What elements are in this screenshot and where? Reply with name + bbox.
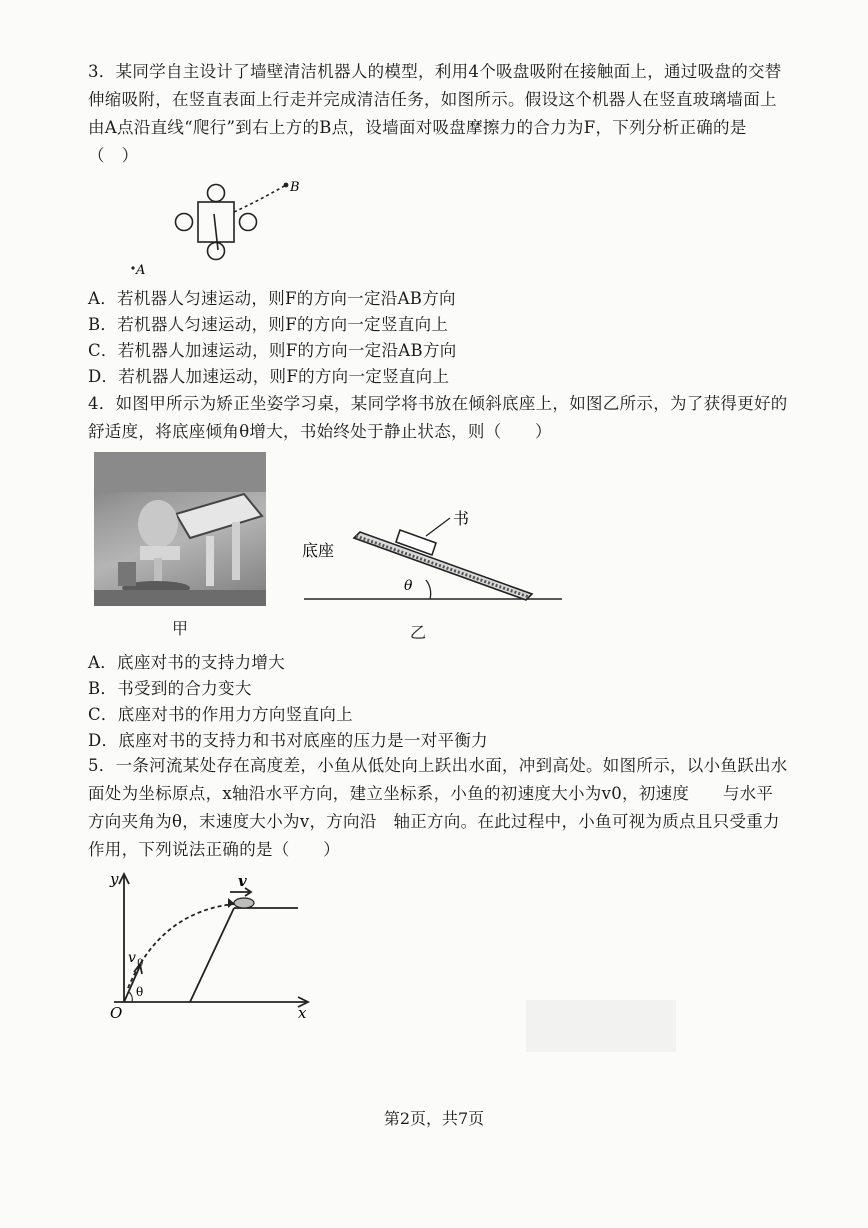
v0-label: v [128, 950, 136, 966]
label-a: A [136, 263, 146, 278]
angle-theta-label: θ [136, 985, 144, 999]
q3-option-c[interactable]: C．若机器人加速运动，则F的方向一定沿AB方向 [88, 341, 457, 360]
v0-subscript: 0 [137, 958, 144, 969]
q5-stem: 5．一条河流某处存在高度差，小鱼从低处向上跃出水面，冲到高处。如图所示，以小鱼跃出水面处为坐标原点，x轴沿水平方向，建立坐标系，小鱼的初速度大小为v0，初速度 与水平方向夹角为θ，末速度大小为v，方向沿 轴正方向。在此过程中，小鱼可视为质点且只受重力作用，下列说法正确的是（ ） [88, 756, 788, 859]
axis-x-label: x [298, 1004, 307, 1022]
suction-cup-bottom [208, 243, 225, 260]
q4-option-b[interactable]: B．书受到的合力变大 [88, 679, 252, 698]
q3-option-d[interactable]: D．若机器人加速运动，则F的方向一定竖直向上 [88, 367, 450, 386]
q3-robot-figure [120, 176, 310, 280]
fish-icon [234, 898, 254, 908]
page-footer: 第2页，共7页 [383, 1109, 485, 1128]
fish-trajectory-figure [98, 862, 320, 1022]
desk-photo [94, 452, 266, 606]
fig-jia-caption: 甲 [172, 619, 189, 638]
axis-y-label: y [110, 870, 119, 888]
fig-yi-caption: 乙 [410, 623, 427, 642]
q4-option-a[interactable]: A．底座对书的支持力增大 [88, 653, 286, 672]
q3-option-a[interactable]: A．若机器人匀速运动，则F的方向一定沿AB方向 [88, 289, 456, 308]
label-theta: θ [404, 578, 413, 594]
path-a-to-b [234, 185, 286, 212]
incline-diagram [296, 508, 570, 608]
label-b: B [290, 180, 300, 195]
q3-stem: 3．某同学自主设计了墙壁清洁机器人的模型，利用4个吸盘吸附在接触面上，通过吸盘的交替伸缩吸附，在竖直表面上行走并完成清洁任务，如图所示。假设这个机器人在竖直玻璃墙面上由A点沿直线“爬行”到右上方的B点，设墙面对吸盘摩擦力的合力为F，下列分析正确的是（ ） [88, 62, 782, 165]
suction-cup-top [208, 185, 225, 202]
q4-option-c[interactable]: C．底座对书的作用力方向竖直向上 [88, 705, 353, 724]
q4-option-d[interactable]: D．底座对书的支持力和书对底座的压力是一对平衡力 [88, 731, 488, 750]
suction-cup-left [176, 214, 193, 231]
q4-stem: 4．如图甲所示为矫正坐姿学习桌，某同学将书放在倾斜底座上，如图乙所示，为了获得更好的舒适度，将底座倾角θ增大，书始终处于静止状态，则（ ） [88, 394, 788, 441]
faint-region [526, 1000, 676, 1052]
origin-label: O [110, 1004, 123, 1022]
suction-cup-right [240, 214, 257, 231]
label-base: 底座 [302, 541, 335, 560]
q3-option-b[interactable]: B．若机器人匀速运动，则F的方向一定竖直向上 [88, 315, 449, 334]
final-velocity-label: v [238, 872, 247, 890]
label-book: 书 [453, 509, 470, 528]
